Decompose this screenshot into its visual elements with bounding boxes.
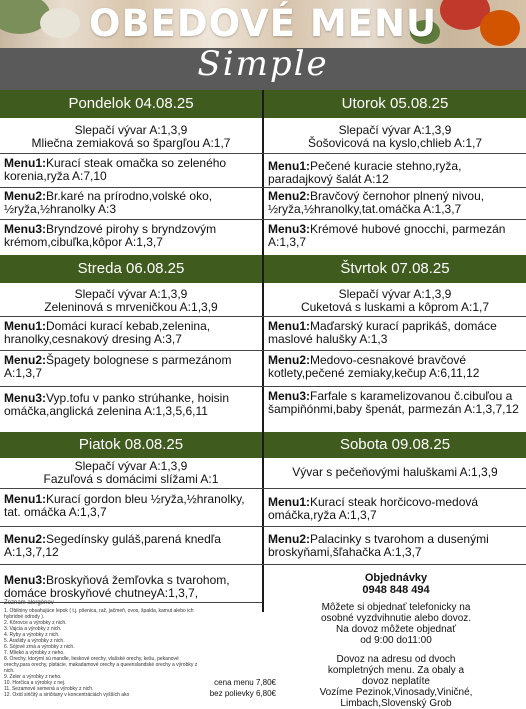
saturday-menu2: Menu2:Palacinky s tvarohom a dusenými broskyňami,šľahačka A:1,3,7: [268, 532, 489, 559]
soup-item: Slepačí vývar A:1,3,9: [338, 123, 452, 137]
soup-item: Fazuľová s domácimi slížami A:1: [43, 472, 219, 486]
allergen-item: 3. Vajcia a výrobky z nich.: [4, 626, 62, 632]
delivery-line: Dovoz na adresu od dvoch: [336, 654, 456, 665]
order-line: od 9:00 do11:00: [360, 635, 432, 646]
monday-menu1: Menu1:Kurací steak omačka so zeleného korenia,ryža A:7,10: [4, 156, 227, 183]
wednesday-soups: [0, 288, 262, 314]
delivery-line: kompletných menu. Za obaly a: [327, 665, 465, 676]
allergen-item: 5. Arašidy a výrobky z nich.: [4, 638, 65, 644]
soup-item: Šošovicová na kyslo,chlieb A:1,7: [307, 136, 483, 150]
soup-item: Cuketová s luskami a kôprom A:1,7: [300, 300, 490, 314]
friday-menu2: Menu2:Segedínsky guláš,parená knedľa A:1,3,7,12: [4, 532, 221, 559]
allergen-list: [4, 600, 204, 698]
allergen-item: 7. Mlieko a výrobky z neho.: [4, 650, 65, 656]
row-divider: [0, 219, 526, 220]
saturday-soups: [264, 466, 526, 479]
friday-menu3: Menu3:Broskyňová žemľovka s tvarohom, domáce broskyňové chutneyA:1,3,7,: [4, 573, 230, 600]
wednesday-menu3: Menu3:Vyp.tofu v panko strúhanke, hoisin omáčka,anglická zelenina A:1,3,5,6,11: [4, 391, 229, 418]
day-header-monday: Pondelok 04.08.25: [0, 90, 262, 118]
day-header-friday: Piatok 08.08.25: [0, 432, 262, 458]
order-line: Na dovoz môžete objednať: [336, 624, 456, 635]
row-divider: [0, 316, 526, 317]
row-divider: [0, 350, 526, 351]
day-header-thursday: Štvrtok 07.08.25: [264, 255, 526, 283]
allergen-item: 1. Obilniny obsahujúce lepok ( t.j. pšenica, raž, jačmeň, ovos, špalda, kamut alebo ich hybridné odrody ).: [4, 608, 194, 620]
allergen-item: 10. Horčica a výrobky z nej.: [4, 680, 66, 686]
order-phone[interactable]: 0948 848 494: [362, 584, 430, 596]
allergen-item: 11. Sezamové semená a výrobky z nich.: [4, 686, 94, 692]
row-divider: [0, 526, 526, 527]
allergen-item: 6. Sójové zrná a výrobky z nich.: [4, 644, 75, 650]
delivery-line: Limbach,Slovenský Grob: [340, 698, 452, 709]
soup-item: Slepačí vývar A:1,3,9: [74, 287, 188, 301]
monday-menu2: Menu2:Br.karé na prírodno,volské oko, ½ryža,½hranolky A:3: [4, 189, 213, 216]
day-header-saturday: Sobota 09.08.25: [264, 432, 526, 458]
delivery-line: Vozíme Pezinok,Vinosady,Viničné,: [319, 687, 473, 698]
delivery-line: dovoz neplatíte: [362, 676, 430, 687]
order-info: [266, 572, 526, 709]
monday-soups: [0, 124, 262, 150]
tuesday-menu1: Menu1:Pečené kuracie stehno,ryža, paradajkový šalát A:12: [268, 159, 462, 186]
menu-price: cena menu 7,80€: [214, 678, 276, 687]
soup-item: Zeleninová s mrveničkou A:1,3,9: [44, 300, 218, 314]
soup-item: Slepačí vývar A:1,3,9: [74, 123, 188, 137]
soup-item: Slepačí vývar A:1,3,9: [74, 459, 188, 473]
order-line: Môžete si objednať telefonicky na: [321, 602, 471, 613]
tuesday-menu3: Menu3:Krémové hubové gnocchi, parmezán A:1,3,7: [268, 222, 506, 249]
thursday-menu1: Menu1:Maďarský kurací paprikáš, domáce maslové halušky A:1,3: [268, 319, 497, 346]
saturday-menu1: Menu1:Kurací steak horčicovo-medová omáčka,ryža A:1,3,7: [268, 495, 479, 522]
day-header-tuesday: Utorok 05.08.25: [264, 90, 526, 118]
monday-menu3: Menu3:Bryndzové pirohy s bryndzovým krémom,cibuľka,kôpor A:1,3,7: [4, 222, 217, 249]
friday-soups: [0, 460, 262, 486]
allergen-item: 4. Ryby a výrobky z nich.: [4, 632, 60, 638]
row-divider: [0, 488, 526, 489]
thursday-soups: [264, 288, 526, 314]
wednesday-menu1: Menu1:Domáci kurací kebab,zelenina, hranolky,cesnakový dresing A:3,7: [4, 319, 211, 346]
tuesday-soups: [264, 124, 526, 150]
row-divider: [0, 564, 526, 565]
thursday-menu2: Menu2:Medovo-cesnakové bravčové kotlety,pečené zemiaky,kečup A:6,11,12: [268, 353, 480, 380]
wednesday-menu2: Menu2:Špagety bolognese s parmezánom A:1,3,7: [4, 353, 232, 380]
allergen-item: 12. Oxid siričitý a siričitany v koncentráciách vyšších ako: [4, 692, 130, 698]
allergen-item: 2. Kôrovce a výrobky z nich.: [4, 620, 67, 626]
order-title: Objednávky: [364, 572, 428, 584]
tuesday-menu2: Menu2:Bravčový černohor plnený nivou, ½ryža,½hranolky,tat.omáčka A:1,3,7: [268, 189, 485, 216]
soup-item: Vývar s pečeňovými haluškami A:1,3,9: [292, 465, 498, 479]
no-soup-price: bez polievky 6,80€: [209, 689, 276, 698]
row-divider: [0, 386, 526, 387]
day-header-wednesday: Streda 06.08.25: [0, 255, 262, 283]
allergen-title: Zoznam alergénov: [4, 600, 54, 606]
page-title: OBEDOVÉ MENU: [89, 2, 437, 45]
row-divider: [0, 153, 526, 154]
friday-menu1: Menu1:Kurací gordon bleu ½ryža,½hranolky, tat. omáčka A:1,3,7: [4, 492, 245, 519]
page-subtitle: Simple: [197, 44, 329, 84]
soup-item: Slepačí vývar A:1,3,9: [338, 287, 452, 301]
allergen-item: 8. Orechy, ktorými sú mandle, lieskové orechy, vlašské orechy, kešu, pekanové orechy,para orechy, pistácie, makadamové orechy a queenslandské orechy a výrobky z nich.: [4, 656, 198, 674]
allergen-item: 9. Zeler a výrobky z neho.: [4, 674, 62, 680]
row-divider: [0, 187, 526, 188]
order-line: osobné vyzdvihnutie alebo dovoz.: [320, 613, 472, 624]
soup-item: Mliečna zemiaková so špargľou A:1,7: [31, 136, 231, 150]
thursday-menu3: Menu3:Farfale s karamelizovanou č.cibuľou a šampiňónmi,baby špenát, parmezán A:1,3,7,12: [268, 389, 519, 416]
